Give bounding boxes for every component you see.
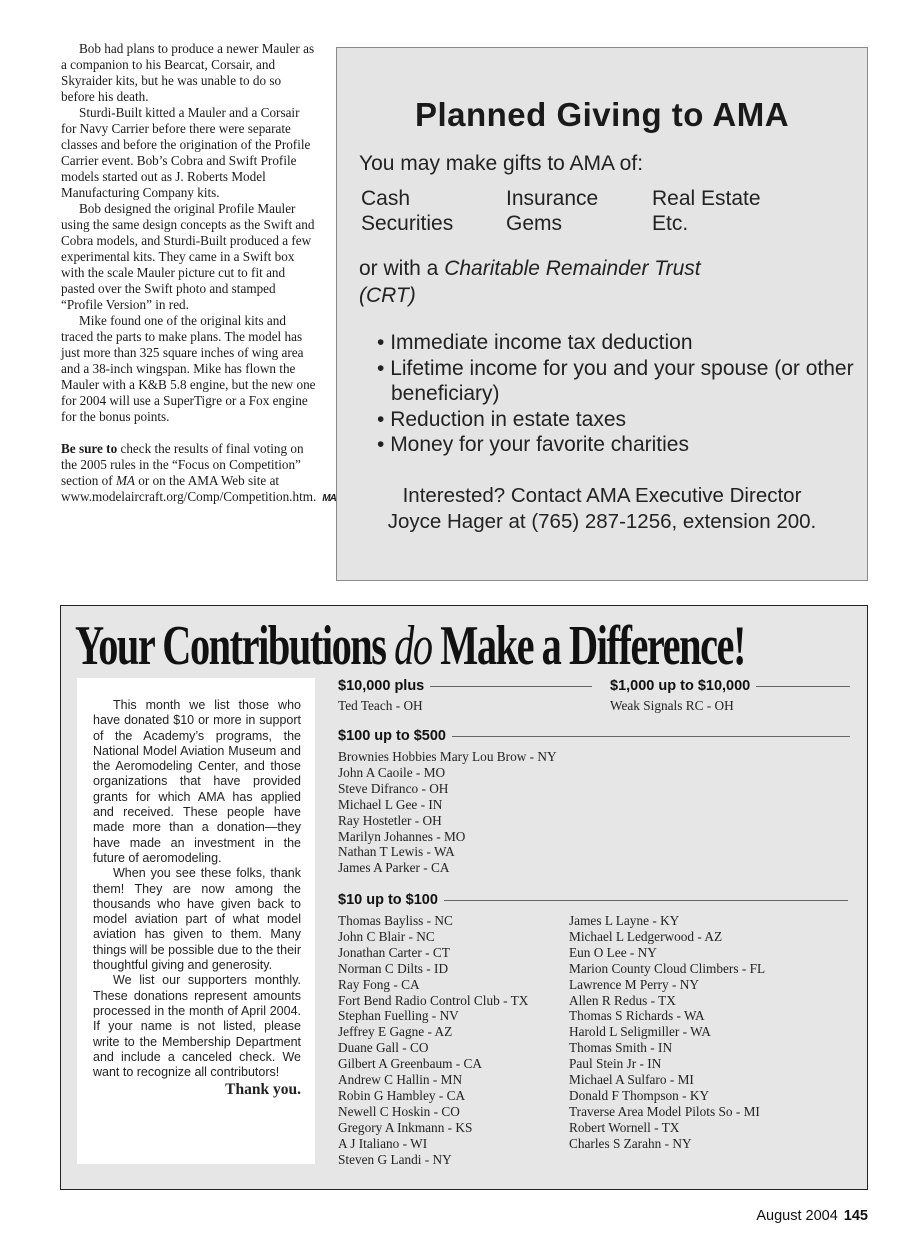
gift-type: Gems — [506, 212, 563, 235]
donor-name: Thomas S Richards - WA — [569, 1008, 705, 1024]
donor-name: James A Parker - CA — [338, 860, 450, 876]
donor-name: Brownies Hobbies Mary Lou Brow - NY — [338, 749, 557, 764]
article-column — [61, 41, 336, 507]
donor-name: Thomas Bayliss - NC — [338, 913, 453, 928]
intro-paragraph: This month we list those who have donated $10 or more in support of the Academy’s programs, the National Model Aviation Museum and the Aeromodeling Center, and those organizations that have provided grants for which AMA has applied and received. These people have made more than a donation—they have made an investment in the future of aeromodeling. — [93, 698, 301, 865]
tier-heading: $10 up to $100 — [338, 892, 848, 908]
donor-name: Traverse Area Model Pilots So - MI — [569, 1103, 760, 1119]
note-text: or on the AMA Web site at www.modelaircraft.org/Comp/Competition.htm. — [61, 473, 317, 504]
donor-name: Andrew C Hallin - MN — [338, 1072, 463, 1088]
donor-name: Gregory A Inkmann - KS — [338, 1119, 473, 1135]
gift-type: Insurance — [506, 187, 599, 210]
donor-name: Fort Bend Radio Control Club - TX — [338, 992, 529, 1008]
article-note — [61, 441, 336, 507]
donor-name: Weak Signals RC - OH — [610, 698, 734, 713]
donor-name: John A Caoile - MO — [338, 764, 446, 780]
article-paragraph: Sturdi-Built kitted a Mauler and a Corsair for Navy Carrier before there were separate classes and before the origination of the Profile Carrier event. Bob’s Cobra and Swift Profile models started out as J. Roberts Model Manufacturing Company kits. — [61, 105, 311, 200]
donor-name: Stephan Fuelling - NV — [338, 1008, 459, 1024]
donor-name: Nathan T Lewis - WA — [338, 844, 455, 860]
gift-type: Etc. — [652, 212, 689, 235]
donor-name: Marion County Cloud Climbers - FL — [569, 960, 766, 976]
contact-line: Interested? Contact AMA Executive Director — [402, 484, 802, 507]
donor-name: Jonathan Carter - CT — [338, 944, 450, 960]
donor-name: John C Blair - NC — [338, 928, 435, 944]
divider — [444, 900, 848, 901]
donor-name: Michael L Ledgerwood - AZ — [569, 928, 723, 944]
contact-line: Joyce Hager at (765) 287-1256, extension 200. — [387, 510, 817, 533]
donor-name: Newell C Hoskin - CO — [338, 1103, 460, 1119]
page-number: 145 — [843, 1208, 868, 1224]
note-text: check the results of final voting on the 2005 rules in the “Focus on Competition” section of — [61, 441, 304, 488]
donor-name: Donald F Thompson - KY — [569, 1087, 710, 1103]
intro-paragraph: When you see these folks, thank them! They are now among the thousands who have given back to model aviation part of what model aviation has given to them. Many things will be possible due to the their thoughtful giving and generosity. — [93, 866, 301, 973]
crt-prefix: or with a — [359, 257, 445, 280]
donor-name: Charles S Zarahn - NY — [569, 1135, 692, 1151]
donor-name: Steve Difranco - OH — [338, 780, 449, 796]
contact-info — [337, 483, 867, 535]
donor-name: Robert Wornell - TX — [569, 1119, 680, 1135]
divider — [452, 736, 850, 737]
donor-name: Jeffrey E Gagne - AZ — [338, 1024, 453, 1040]
contributions-box — [60, 605, 868, 1190]
end-mark-logo: MA — [322, 493, 336, 504]
tier-names — [338, 749, 557, 876]
divider — [756, 686, 850, 687]
donor-name: Michael A Sulfaro - MI — [569, 1072, 694, 1088]
gift-type: Cash — [361, 187, 411, 210]
benefit-item: • Lifetime income for you and your spouse (or other beneficiary) — [377, 356, 854, 405]
ad-title: Planned Giving to AMA — [414, 96, 790, 133]
thank-you: Thank you. — [225, 1081, 301, 1099]
divider — [430, 686, 592, 687]
benefit-item: • Reduction in estate taxes — [377, 407, 626, 431]
donor-name: Ray Hostetler - OH — [338, 812, 442, 828]
tier-names — [338, 698, 423, 714]
issue-date: August 2004 — [756, 1208, 838, 1224]
gift-type: Real Estate — [652, 187, 761, 210]
planned-giving-ad — [336, 47, 868, 581]
gift-types — [361, 186, 792, 236]
article-paragraph: Bob had plans to produce a newer Mauler as a companion to his Bearcat, Corsair, and Skyraider kits, but he was unable to do so before his death. — [61, 41, 315, 104]
donor-name: Norman C Dilts - ID — [338, 960, 449, 976]
tier-names — [338, 913, 528, 1168]
donor-name: Marilyn Johannes - MO — [338, 828, 466, 844]
donor-name: James L Layne - KY — [569, 913, 680, 928]
donor-name: Ted Teach - OH — [338, 698, 423, 713]
donor-name: Paul Stein Jr - IN — [569, 1056, 662, 1072]
tier-names — [569, 913, 765, 1152]
page-footer — [756, 1208, 868, 1224]
donor-name: Thomas Smith - IN — [569, 1040, 673, 1056]
note-lead: Be sure to — [61, 441, 118, 456]
benefit-item: • Money for your favorite charities — [377, 433, 689, 456]
ad-intro: You may make gifts to AMA of: — [359, 152, 644, 175]
benefit-item: • Immediate income tax deduction — [377, 331, 693, 354]
article-paragraph: Mike found one of the original kits and traced the parts to make plans. The model has just more than 325 square inches of wing area and a 38-inch wingspan. Mike has flown the Mauler with a K&B 5.8 engine, but the new one for 2004 will use a SuperTigre or a Fox engine for the bonus points. — [61, 313, 316, 424]
article-paragraph: Bob designed the original Profile Mauler using the same design concepts as the Swift and Cobra models, and Sturdi-Built produced a few experimental kits. They came in a Swift box with the scale Mauler picture cut to fit and pasted over the Swift photo and stamped “Profile Version” in red. — [61, 201, 315, 312]
donor-name: Harold L Seligmiller - WA — [569, 1024, 711, 1040]
note-magazine: MA — [115, 473, 135, 488]
contributions-intro — [77, 678, 315, 1164]
tier-heading: $10,000 plus — [338, 678, 592, 694]
contributions-title: Your Contributions do Make a Difference! — [75, 615, 745, 677]
tier-heading: $1,000 up to $10,000 — [610, 678, 850, 694]
donor-name: Lawrence M Perry - NY — [569, 976, 699, 992]
donor-name: Allen R Redus - TX — [569, 992, 676, 1008]
donor-name: A J Italiano - WI — [338, 1135, 428, 1151]
benefits-list — [377, 330, 857, 458]
crt-name: Charitable Remainder Trust (CRT) — [359, 257, 701, 307]
crt-line — [359, 255, 719, 309]
tier-names — [610, 698, 734, 714]
donor-name: Michael L Gee - IN — [338, 796, 443, 812]
donor-name: Ray Fong - CA — [338, 976, 420, 992]
donor-name: Eun O Lee - NY — [569, 944, 657, 960]
tier-heading: $100 up to $500 — [338, 728, 850, 744]
donor-name: Robin G Hambley - CA — [338, 1087, 466, 1103]
donor-name: Duane Gall - CO — [338, 1040, 429, 1056]
gift-type: Securities — [361, 212, 454, 235]
donor-name: Gilbert A Greenbaum - CA — [338, 1056, 483, 1072]
intro-paragraph: We list our supporters monthly. These donations represent amounts processed in the month of April 2004. If your name is not listed, please write to the Membership Department and include a canceled check. We want to recognize all contributors! — [93, 973, 301, 1080]
donor-name: Steven G Landi - NY — [338, 1151, 452, 1167]
